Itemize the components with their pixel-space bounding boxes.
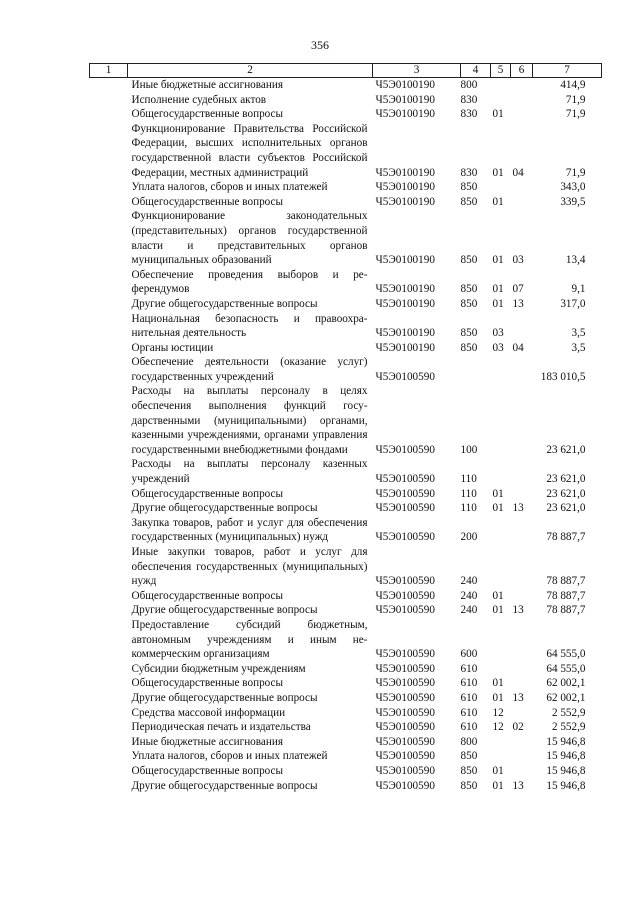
cell-name: Закупка товаров, работ и услуг для обеспечения государственных (муниципальных) нужд xyxy=(131,516,368,544)
cell-amount: 15 946,8 xyxy=(546,764,586,777)
cell-name: Другие общегосударственные вопросы xyxy=(131,502,318,515)
cell-amount: 414,9 xyxy=(560,79,586,91)
cell-name: Уплата налогов, сборов и иных платежей xyxy=(131,181,328,194)
cell-subsection xyxy=(511,457,533,486)
cell-target-code: Ч5Э0100590 xyxy=(375,706,435,719)
table-row xyxy=(90,516,602,545)
cell-empty xyxy=(90,662,128,677)
cell-subsection xyxy=(511,180,533,195)
cell-expense-type: 610 xyxy=(460,706,478,719)
table-row xyxy=(90,384,602,457)
cell-target-code: Ч5Э0100590 xyxy=(375,691,435,704)
cell-expense-type: 110 xyxy=(460,487,477,500)
table-row xyxy=(90,312,602,341)
cell-target-code: Ч5Э0100590 xyxy=(375,604,435,617)
table-row xyxy=(90,662,602,677)
cell-name: Субсидии бюджетным учреждениям xyxy=(131,662,306,675)
table-row xyxy=(90,603,602,618)
cell-target-code: Ч5Э0100190 xyxy=(375,166,435,179)
cell-empty xyxy=(90,122,128,180)
cell-amount: 343,0 xyxy=(560,181,586,194)
table-row xyxy=(90,78,602,93)
cell-section: 01 xyxy=(492,677,504,690)
cell-empty xyxy=(90,355,128,384)
column-header: 7 xyxy=(533,64,602,78)
cell-section: 03 xyxy=(492,341,504,354)
cell-empty xyxy=(90,78,128,93)
cell-expense-type: 850 xyxy=(460,297,478,310)
cell-name: Общегосударственные вопросы xyxy=(131,589,284,602)
cell-expense-type: 610 xyxy=(460,691,478,704)
cell-target-code: Ч5Э0100190 xyxy=(375,79,435,91)
cell-name: Другие общегосударственные вопросы xyxy=(131,779,318,792)
cell-name: Расходы на выплаты персоналу казенных учреждений xyxy=(131,458,368,486)
cell-name: Национальная безопасность и правоохранительная деятельность xyxy=(131,312,368,340)
cell-empty xyxy=(90,297,128,312)
cell-empty xyxy=(90,603,128,618)
cell-name: Исполнение судебных актов xyxy=(131,93,267,106)
cell-amount: 2 552,9 xyxy=(551,721,586,734)
cell-target-code: Ч5Э0100190 xyxy=(375,283,435,296)
cell-expense-type: 830 xyxy=(460,166,478,179)
cell-target-code: Ч5Э0100590 xyxy=(375,764,435,777)
cell-section: 01 xyxy=(492,604,504,617)
cell-target-code: Ч5Э0100590 xyxy=(375,502,435,515)
cell-subsection: 13 xyxy=(512,779,524,792)
cell-empty xyxy=(90,457,128,486)
cell-expense-type: 850 xyxy=(460,254,478,267)
cell-expense-type xyxy=(461,355,491,384)
cell-subsection: 02 xyxy=(512,721,524,734)
cell-amount: 64 555,0 xyxy=(546,662,586,675)
table-row xyxy=(90,457,602,486)
table-row xyxy=(90,779,602,794)
cell-amount: 339,5 xyxy=(560,195,586,208)
cell-subsection xyxy=(511,676,533,691)
cell-name: Другие общегосударственные вопросы xyxy=(131,604,318,617)
cell-name: Общегосударственные вопросы xyxy=(131,195,284,208)
cell-amount: 23 621,0 xyxy=(546,487,586,500)
cell-subsection xyxy=(511,312,533,341)
cell-name: Обеспечение проведения выборов и референдумов xyxy=(131,268,368,296)
table-row xyxy=(90,209,602,267)
cell-empty xyxy=(90,312,128,341)
cell-subsection: 07 xyxy=(512,283,524,296)
cell-target-code: Ч5Э0100590 xyxy=(375,575,435,588)
table-row xyxy=(90,749,602,764)
cell-target-code: Ч5Э0100190 xyxy=(375,93,435,106)
table-row xyxy=(90,501,602,516)
table-row xyxy=(90,107,602,122)
cell-empty xyxy=(90,676,128,691)
cell-name: Обеспечение деятельности (оказание услуг) государственных учреждений xyxy=(131,356,368,383)
cell-target-code: Ч5Э0100190 xyxy=(375,297,435,310)
cell-name: Иные бюджетные ассигнования xyxy=(131,79,283,91)
cell-empty xyxy=(90,764,128,779)
cell-target-code: Ч5Э0100590 xyxy=(375,735,435,748)
cell-subsection xyxy=(511,589,533,604)
cell-expense-type: 850 xyxy=(460,327,478,340)
cell-section: 03 xyxy=(492,327,504,340)
cell-amount: 62 002,1 xyxy=(546,677,586,690)
cell-amount: 2 552,9 xyxy=(551,706,586,719)
cell-target-code: Ч5Э0100190 xyxy=(375,327,435,340)
column-header: 5 xyxy=(491,64,511,78)
cell-target-code: Ч5Э0100590 xyxy=(375,443,435,456)
cell-section xyxy=(491,618,511,662)
cell-subsection xyxy=(511,735,533,750)
cell-amount: 15 946,8 xyxy=(546,735,586,748)
cell-target-code: Ч5Э0100190 xyxy=(375,108,435,121)
cell-section xyxy=(491,662,511,677)
cell-amount: 3,5 xyxy=(571,327,586,340)
cell-section: 01 xyxy=(492,779,504,792)
cell-empty xyxy=(90,706,128,721)
cell-subsection xyxy=(511,107,533,122)
cell-subsection xyxy=(511,78,533,93)
cell-amount: 64 555,0 xyxy=(546,648,586,661)
cell-amount: 78 887,7 xyxy=(546,589,586,602)
cell-subsection xyxy=(511,706,533,721)
cell-section: 01 xyxy=(492,297,504,310)
cell-expense-type: 830 xyxy=(460,93,478,106)
cell-empty xyxy=(90,195,128,210)
cell-target-code: Ч5Э0100590 xyxy=(375,589,435,602)
cell-amount: 317,0 xyxy=(560,297,586,310)
cell-amount: 23 621,0 xyxy=(546,502,586,515)
cell-section: 01 xyxy=(492,166,504,179)
cell-empty xyxy=(90,735,128,750)
cell-subsection xyxy=(511,618,533,662)
cell-name: Расходы на выплаты персоналу в целях обеспечения выполнения функций государственными (муниципальными) органами, казенными учреждениями, органами управления государственными внебюджетными фондами xyxy=(131,385,368,456)
cell-empty xyxy=(90,209,128,267)
cell-empty xyxy=(90,487,128,502)
cell-subsection: 04 xyxy=(512,166,524,179)
cell-name: Общегосударственные вопросы xyxy=(131,764,284,777)
cell-subsection xyxy=(511,355,533,384)
cell-empty xyxy=(90,589,128,604)
cell-amount: 71,9 xyxy=(565,108,586,121)
cell-expense-type: 800 xyxy=(460,735,478,748)
table-row xyxy=(90,268,602,297)
cell-section: 12 xyxy=(492,706,504,719)
cell-amount: 183 010,5 xyxy=(540,370,586,383)
cell-subsection xyxy=(511,662,533,677)
column-header: 3 xyxy=(373,64,461,78)
table-row xyxy=(90,195,602,210)
cell-empty xyxy=(90,779,128,794)
cell-section xyxy=(491,93,511,108)
cell-target-code: Ч5Э0100590 xyxy=(375,721,435,734)
table-row xyxy=(90,297,602,312)
cell-empty xyxy=(90,501,128,516)
cell-section xyxy=(491,355,511,384)
cell-subsection xyxy=(511,764,533,779)
cell-expense-type: 850 xyxy=(460,750,478,763)
cell-target-code: Ч5Э0100590 xyxy=(375,473,435,486)
cell-target-code: Ч5Э0100190 xyxy=(375,181,435,194)
table-row xyxy=(90,180,602,195)
cell-subsection: 13 xyxy=(512,691,524,704)
cell-empty xyxy=(90,545,128,589)
cell-subsection xyxy=(511,487,533,502)
cell-empty xyxy=(90,618,128,662)
page-number: 356 xyxy=(311,38,329,52)
cell-expense-type: 110 xyxy=(460,473,477,486)
cell-target-code: Ч5Э0100190 xyxy=(375,195,435,208)
cell-name: Предоставление субсидий бюджетным, автономным учреждениям и иным некоммерческим организациям xyxy=(131,618,368,661)
cell-amount: 13,4 xyxy=(565,254,586,267)
cell-name: Другие общегосударственные вопросы xyxy=(131,691,318,704)
cell-empty xyxy=(90,720,128,735)
cell-subsection: 13 xyxy=(512,297,524,310)
cell-section: 01 xyxy=(492,254,504,267)
cell-expense-type: 100 xyxy=(460,443,478,456)
cell-amount: 15 946,8 xyxy=(546,750,586,763)
cell-expense-type: 240 xyxy=(460,589,478,602)
cell-name: Органы юстиции xyxy=(131,341,214,354)
cell-section xyxy=(491,516,511,545)
budget-table xyxy=(89,63,602,793)
cell-empty xyxy=(90,384,128,457)
cell-amount: 71,9 xyxy=(565,166,586,179)
cell-section: 01 xyxy=(492,108,504,121)
table-row xyxy=(90,676,602,691)
column-header: 2 xyxy=(128,64,373,78)
cell-expense-type: 200 xyxy=(460,531,478,544)
cell-section xyxy=(491,384,511,457)
cell-empty xyxy=(90,268,128,297)
cell-expense-type: 850 xyxy=(460,195,478,208)
cell-expense-type: 800 xyxy=(460,79,478,91)
cell-target-code: Ч5Э0100590 xyxy=(375,779,435,792)
table-row xyxy=(90,618,602,662)
cell-amount: 3,5 xyxy=(571,341,586,354)
cell-empty xyxy=(90,691,128,706)
table-row xyxy=(90,341,602,356)
cell-subsection xyxy=(511,384,533,457)
cell-subsection xyxy=(511,516,533,545)
cell-subsection: 13 xyxy=(512,502,524,515)
cell-name: Иные закупки товаров, работ и услуг для обеспечения государственных (муниципальных) нужд xyxy=(131,546,368,588)
cell-target-code: Ч5Э0100590 xyxy=(375,487,435,500)
cell-amount: 23 621,0 xyxy=(546,443,586,456)
cell-expense-type: 110 xyxy=(460,502,477,515)
cell-empty xyxy=(90,107,128,122)
cell-expense-type: 610 xyxy=(460,677,478,690)
cell-section xyxy=(491,78,511,93)
cell-name: Средства массовой информации xyxy=(131,706,286,719)
cell-target-code: Ч5Э0100590 xyxy=(375,750,435,763)
cell-subsection: 13 xyxy=(512,604,524,617)
cell-amount: 23 621,0 xyxy=(546,473,586,486)
cell-section: 01 xyxy=(492,283,504,296)
cell-expense-type: 850 xyxy=(460,341,478,354)
cell-subsection xyxy=(511,93,533,108)
table-row xyxy=(90,589,602,604)
table-row xyxy=(90,720,602,735)
cell-name: Общегосударственные вопросы xyxy=(131,677,284,690)
table-body xyxy=(90,78,602,794)
cell-subsection xyxy=(511,749,533,764)
cell-amount: 78 887,7 xyxy=(546,604,586,617)
cell-target-code: Ч5Э0100590 xyxy=(375,662,435,675)
cell-section xyxy=(491,180,511,195)
table-row xyxy=(90,764,602,779)
cell-target-code: Ч5Э0100590 xyxy=(375,531,435,544)
cell-name: Периодическая печать и издательства xyxy=(131,721,311,734)
table-row xyxy=(90,545,602,589)
cell-amount: 62 002,1 xyxy=(546,691,586,704)
cell-empty xyxy=(90,180,128,195)
table-row xyxy=(90,706,602,721)
cell-empty xyxy=(90,749,128,764)
table-row xyxy=(90,93,602,108)
cell-empty xyxy=(90,516,128,545)
cell-name: Общегосударственные вопросы xyxy=(131,108,284,121)
cell-section: 01 xyxy=(492,195,504,208)
table-row xyxy=(90,122,602,180)
cell-expense-type: 850 xyxy=(460,181,478,194)
cell-expense-type: 610 xyxy=(460,721,478,734)
table-row xyxy=(90,691,602,706)
cell-name: Уплата налогов, сборов и иных платежей xyxy=(131,750,328,763)
table-row xyxy=(90,487,602,502)
cell-section: 01 xyxy=(492,487,504,500)
cell-section: 01 xyxy=(492,502,504,515)
cell-target-code: Ч5Э0100190 xyxy=(375,254,435,267)
cell-expense-type: 600 xyxy=(460,648,478,661)
cell-section: 01 xyxy=(492,589,504,602)
cell-target-code: Ч5Э0100590 xyxy=(375,370,435,383)
cell-name: Общегосударственные вопросы xyxy=(131,487,284,500)
cell-subsection: 04 xyxy=(512,341,524,354)
table-row xyxy=(90,355,602,384)
cell-empty xyxy=(90,93,128,108)
table-header-row xyxy=(90,64,602,78)
column-header: 1 xyxy=(90,64,128,78)
cell-expense-type: 240 xyxy=(460,604,478,617)
cell-target-code: Ч5Э0100590 xyxy=(375,677,435,690)
cell-section xyxy=(491,545,511,589)
cell-amount: 71,9 xyxy=(565,93,586,106)
cell-subsection xyxy=(511,195,533,210)
cell-target-code: Ч5Э0100190 xyxy=(375,341,435,354)
cell-name: Функционирование законодательных (представительных) органов государственной власти и представительных органов муниципальных образований xyxy=(131,210,368,267)
cell-name: Иные бюджетные ассигнования xyxy=(131,735,283,748)
cell-name: Функционирование Правительства Российской Федерации, высших исполнительных органов государственной власти субъектов Российской Федерации, местных администраций xyxy=(131,122,368,179)
table-row xyxy=(90,735,602,750)
cell-section xyxy=(491,735,511,750)
cell-name: Другие общегосударственные вопросы xyxy=(131,297,318,310)
cell-section: 01 xyxy=(492,764,504,777)
cell-section xyxy=(491,749,511,764)
cell-amount: 15 946,8 xyxy=(546,779,586,792)
column-header: 6 xyxy=(511,64,533,78)
cell-amount: 9,1 xyxy=(571,283,586,296)
column-header: 4 xyxy=(461,64,491,78)
cell-empty xyxy=(90,341,128,356)
cell-section: 12 xyxy=(492,721,504,734)
cell-subsection xyxy=(511,545,533,589)
cell-amount: 78 887,7 xyxy=(546,575,586,588)
cell-expense-type: 850 xyxy=(460,283,478,296)
cell-amount: 78 887,7 xyxy=(546,531,586,544)
cell-expense-type: 240 xyxy=(460,575,478,588)
cell-section: 01 xyxy=(492,691,504,704)
cell-target-code: Ч5Э0100590 xyxy=(375,648,435,661)
cell-subsection: 03 xyxy=(512,254,524,267)
cell-expense-type: 610 xyxy=(460,662,478,675)
cell-expense-type: 850 xyxy=(460,764,478,777)
cell-expense-type: 830 xyxy=(460,108,478,121)
cell-expense-type: 850 xyxy=(460,779,478,792)
cell-section xyxy=(491,457,511,486)
